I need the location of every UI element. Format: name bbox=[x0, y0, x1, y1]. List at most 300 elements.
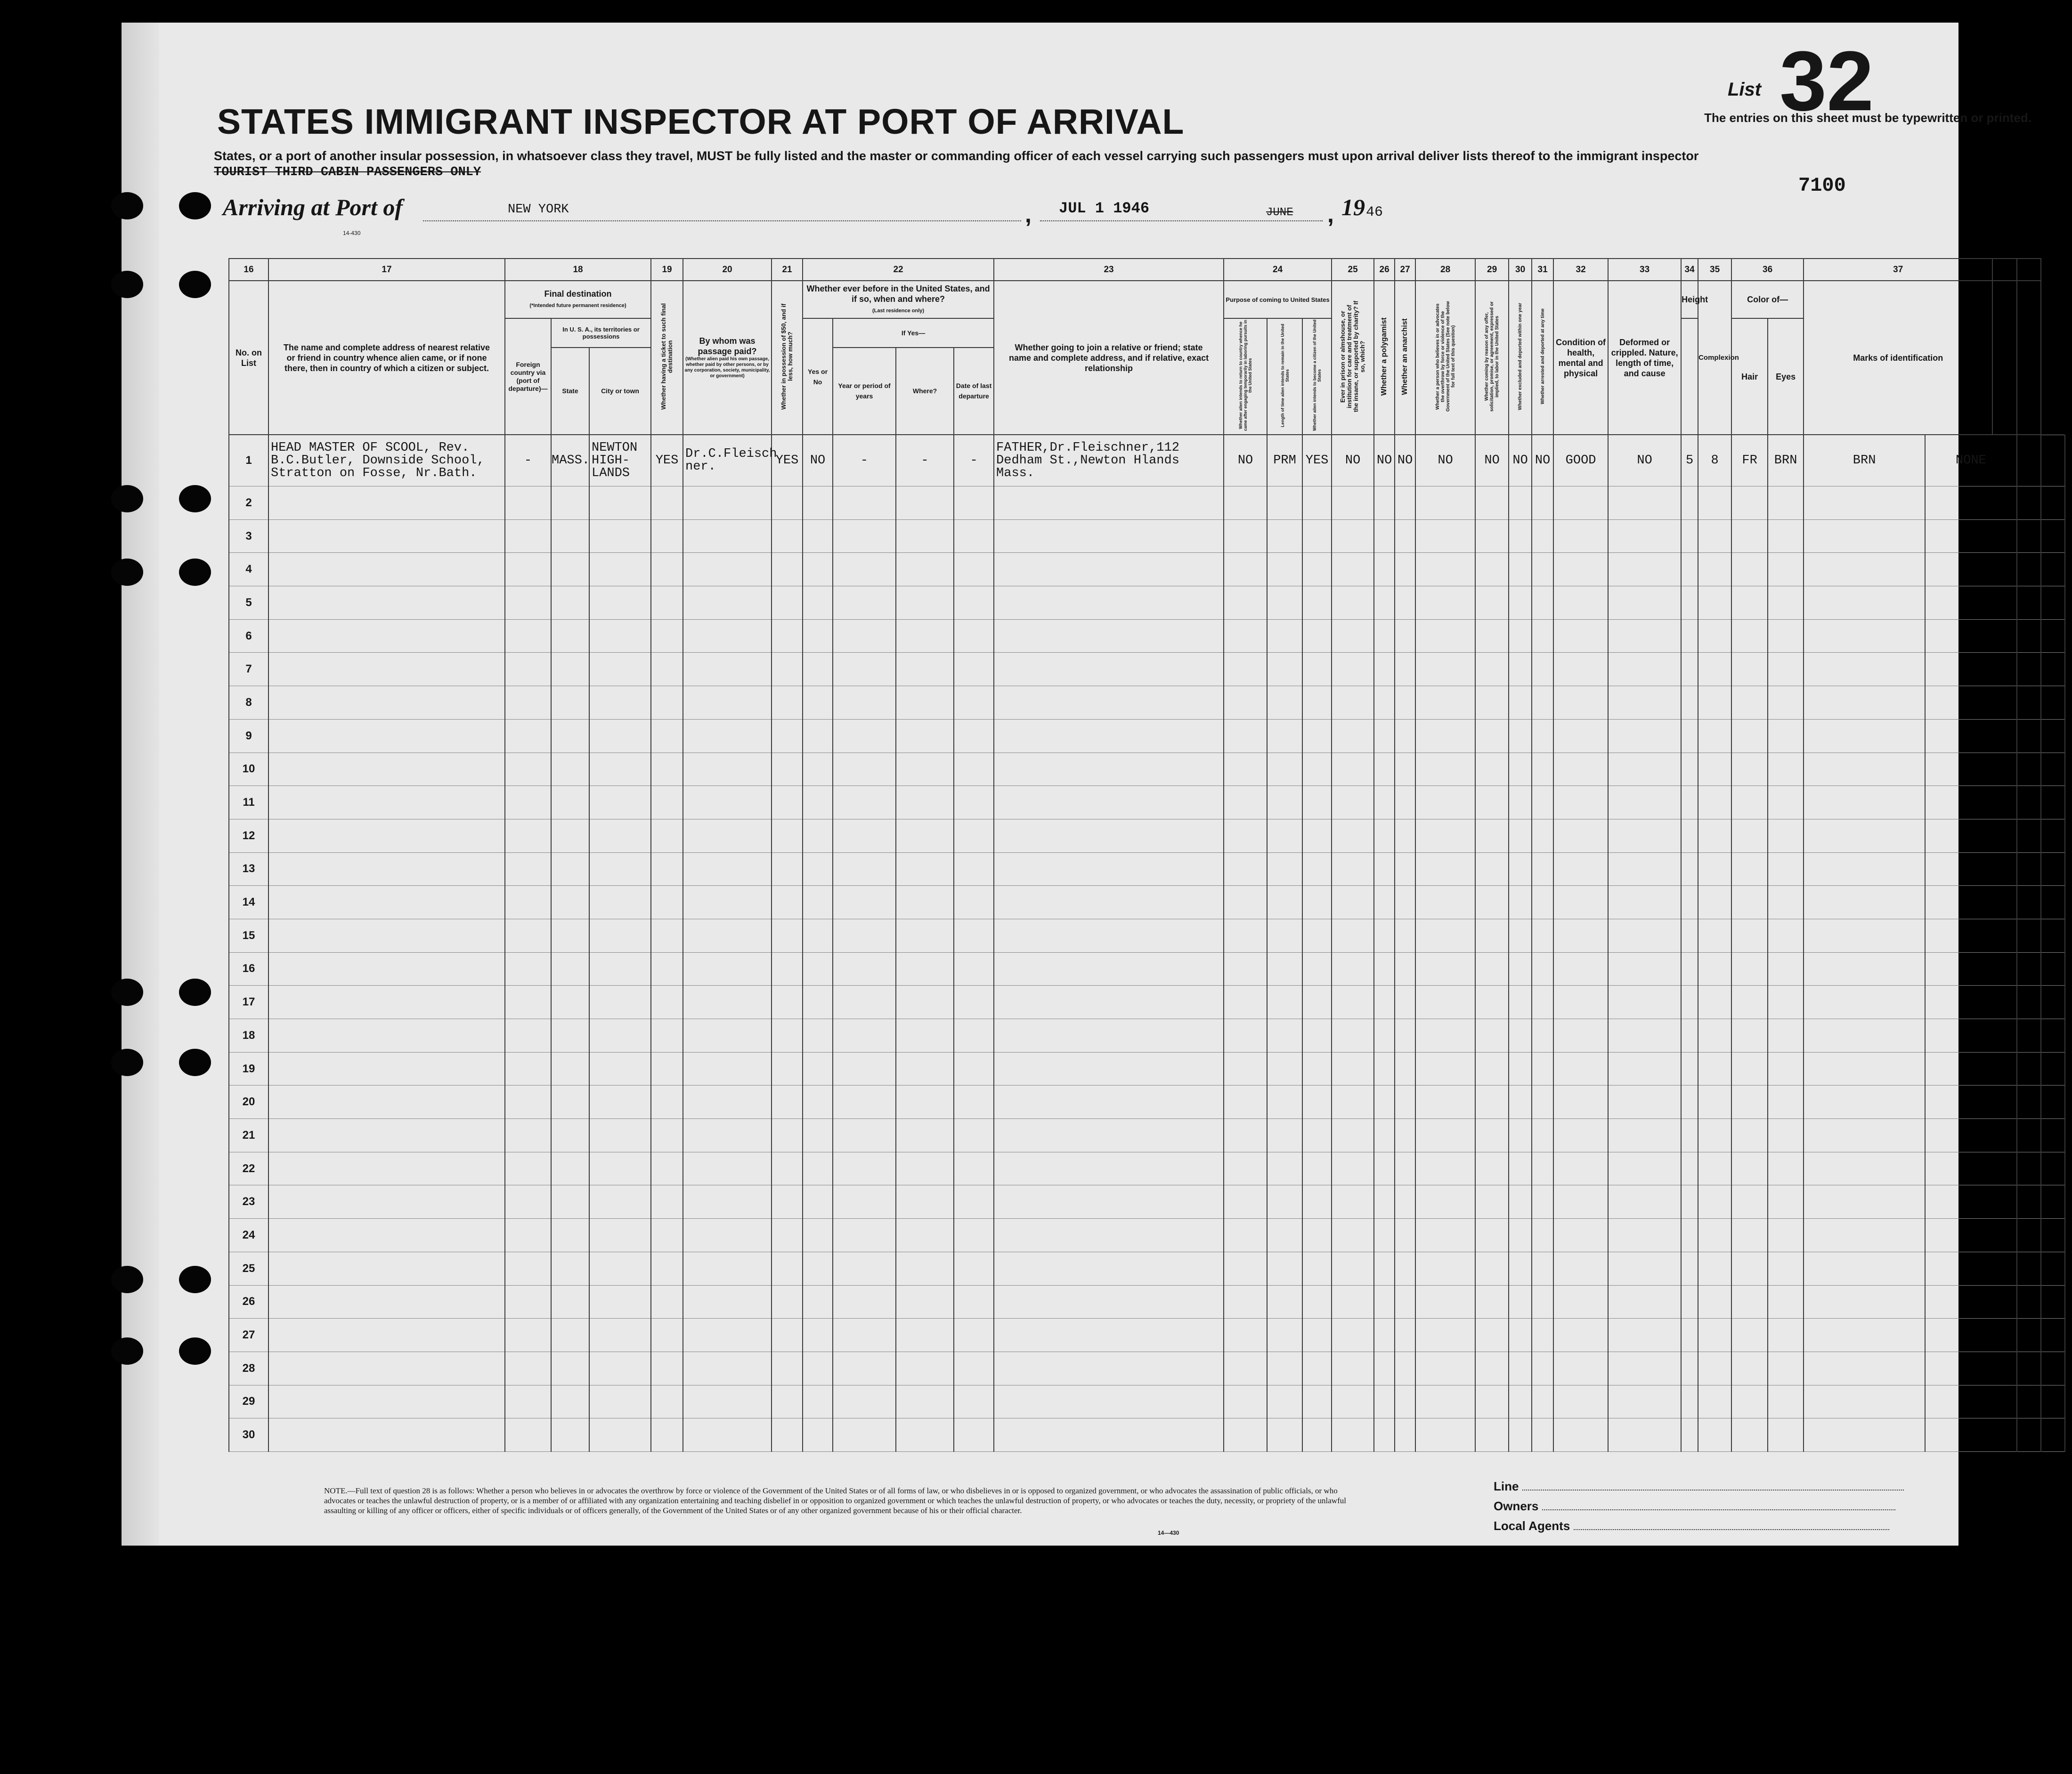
cell-hair bbox=[1768, 1385, 1804, 1418]
page-subtitle: States, or a port of another insular possession, in whatsoever class they travel, MUST be fully listed and the master or commanding officer of each vessel carrying such passengers must upon arrival deliver lists thereof to the immigrant inspector bbox=[214, 149, 1699, 163]
cell-polygamist bbox=[1374, 553, 1395, 586]
cell-citizen bbox=[1302, 919, 1332, 952]
cell-city bbox=[589, 553, 651, 586]
cell-deformed bbox=[1608, 486, 1681, 520]
cell-before bbox=[803, 486, 833, 520]
cell-where bbox=[896, 1252, 954, 1285]
cell-deformed bbox=[1608, 1418, 1681, 1452]
cell-overthrow bbox=[1415, 719, 1475, 753]
cell-relative bbox=[268, 486, 505, 520]
cell-city bbox=[589, 586, 651, 620]
col-num-31: 31 bbox=[1532, 259, 1553, 281]
cell-deformed bbox=[1608, 1085, 1681, 1119]
cell-departure bbox=[954, 753, 994, 786]
cell-years bbox=[833, 753, 896, 786]
year-prefix: 19 bbox=[1341, 194, 1365, 220]
cell-inches bbox=[1698, 1219, 1731, 1252]
cell-relative bbox=[268, 686, 505, 720]
cell-where bbox=[896, 619, 954, 653]
cell-inches bbox=[1698, 852, 1731, 886]
cell-excluded bbox=[1509, 653, 1532, 686]
cell-health bbox=[1553, 686, 1608, 720]
cell-deformed bbox=[1608, 1219, 1681, 1252]
cell-inches bbox=[1698, 686, 1731, 720]
cell-feet bbox=[1681, 1285, 1698, 1319]
cell-polygamist bbox=[1374, 719, 1395, 753]
cell-excluded bbox=[1509, 919, 1532, 952]
cell-polygamist bbox=[1374, 986, 1395, 1019]
cell-deported bbox=[1532, 1252, 1553, 1285]
cell-excluded bbox=[1509, 986, 1532, 1019]
cell-where bbox=[896, 819, 954, 852]
cell-eyes bbox=[1804, 1185, 1925, 1219]
cell-polygamist bbox=[1374, 586, 1395, 620]
cell-complexion bbox=[1731, 786, 1768, 819]
header-polygamist: Whether a polygamist bbox=[1374, 281, 1395, 435]
cell-ticket bbox=[651, 686, 683, 720]
cell-anarchist bbox=[1395, 1085, 1415, 1119]
cell-health bbox=[1553, 1385, 1608, 1418]
row-number: 5 bbox=[229, 586, 268, 620]
cell-overthrow bbox=[1415, 1285, 1475, 1319]
cell-deformed bbox=[1608, 986, 1681, 1019]
cell-city bbox=[589, 1219, 651, 1252]
cell-join bbox=[994, 1119, 1224, 1152]
cell-complexion: FR bbox=[1731, 435, 1768, 486]
page-title: STATES IMMIGRANT INSPECTOR AT PORT OF ARRIVAL bbox=[217, 102, 1185, 141]
cell-polygamist bbox=[1374, 1152, 1395, 1185]
cell-where bbox=[896, 1418, 954, 1452]
cell-join bbox=[994, 819, 1224, 852]
cell-labor bbox=[1475, 519, 1509, 553]
cell-length bbox=[1267, 553, 1302, 586]
cell-citizen bbox=[1302, 753, 1332, 786]
cell-paid-by bbox=[683, 919, 772, 952]
cell-citizen bbox=[1302, 686, 1332, 720]
cell-eyes bbox=[1804, 519, 1925, 553]
header-ticket: Whether having a ticket to such final destination bbox=[651, 281, 683, 435]
cell-departure bbox=[954, 1385, 994, 1418]
cell-where bbox=[896, 1219, 954, 1252]
cell-join bbox=[994, 1052, 1224, 1085]
cell-hair bbox=[1768, 1052, 1804, 1085]
cell-labor bbox=[1475, 1418, 1509, 1452]
cell-join bbox=[994, 1252, 1224, 1285]
line-field: Line bbox=[1494, 1479, 1904, 1494]
cell-years bbox=[833, 653, 896, 686]
month-value: JUNE bbox=[1266, 206, 1293, 219]
cell-anarchist bbox=[1395, 786, 1415, 819]
cell-deformed bbox=[1608, 1052, 1681, 1085]
cell-polygamist bbox=[1374, 852, 1395, 886]
cell-relative bbox=[268, 786, 505, 819]
cell-prison bbox=[1332, 986, 1374, 1019]
cell-state bbox=[551, 886, 589, 919]
punch-hole bbox=[111, 979, 143, 1006]
cell-deformed bbox=[1608, 952, 1681, 986]
cell-prison bbox=[1332, 553, 1374, 586]
cell-polygamist bbox=[1374, 1385, 1395, 1418]
cell-overthrow bbox=[1415, 1319, 1475, 1352]
cell-overthrow bbox=[1415, 1152, 1475, 1185]
cell-inches bbox=[1698, 1285, 1731, 1319]
cell-departure bbox=[954, 819, 994, 852]
cell-eyes bbox=[1804, 1152, 1925, 1185]
cell-complexion bbox=[1731, 1252, 1768, 1285]
cell-years bbox=[833, 1319, 896, 1352]
cell-polygamist bbox=[1374, 952, 1395, 986]
cell-length bbox=[1267, 1252, 1302, 1285]
cell-deformed bbox=[1608, 686, 1681, 720]
cell-ticket bbox=[651, 1219, 683, 1252]
cell-citizen bbox=[1302, 519, 1332, 553]
cell-hair bbox=[1768, 686, 1804, 720]
cell-state bbox=[551, 1385, 589, 1418]
cell-deformed bbox=[1608, 753, 1681, 786]
header-yes-or-no: Yes or No bbox=[803, 318, 833, 435]
cell-departure bbox=[954, 1319, 994, 1352]
cell-before bbox=[803, 852, 833, 886]
cell-years bbox=[833, 886, 896, 919]
cell-foreign-via bbox=[505, 1019, 551, 1053]
cell-anarchist bbox=[1395, 1385, 1415, 1418]
cell-deported bbox=[1532, 1219, 1553, 1252]
cell-eyes bbox=[1804, 1418, 1925, 1452]
cell-hair bbox=[1768, 1019, 1804, 1053]
cell-hair bbox=[1768, 1219, 1804, 1252]
table-row bbox=[229, 519, 2065, 553]
cell-inches bbox=[1698, 1085, 1731, 1119]
cell-labor bbox=[1475, 1019, 1509, 1053]
cell-polygamist bbox=[1374, 753, 1395, 786]
cell-money bbox=[772, 1052, 803, 1085]
cell-marks bbox=[1925, 519, 2016, 553]
cell-where bbox=[896, 952, 954, 986]
cell-years bbox=[833, 1185, 896, 1219]
cell-feet bbox=[1681, 1085, 1698, 1119]
cell-polygamist bbox=[1374, 519, 1395, 553]
cell-deported bbox=[1532, 1085, 1553, 1119]
cell-state bbox=[551, 586, 589, 620]
cell-foreign-via bbox=[505, 952, 551, 986]
table-row bbox=[229, 986, 2065, 1019]
cell-overthrow bbox=[1415, 1418, 1475, 1452]
cell-excluded bbox=[1509, 852, 1532, 886]
cell-years bbox=[833, 819, 896, 852]
cell-health bbox=[1553, 1152, 1608, 1185]
cell-prison bbox=[1332, 519, 1374, 553]
cell-eyes bbox=[1804, 1319, 1925, 1352]
cell-return bbox=[1224, 1152, 1267, 1185]
cell-marks bbox=[1925, 1252, 2016, 1285]
cell-where bbox=[896, 553, 954, 586]
table-row bbox=[229, 1319, 2065, 1352]
cell-ticket bbox=[651, 1418, 683, 1452]
cell-foreign-via bbox=[505, 719, 551, 753]
cell-marks bbox=[1925, 819, 2016, 852]
cell-overthrow: NO bbox=[1415, 435, 1475, 486]
cell-labor bbox=[1475, 786, 1509, 819]
cell-prison bbox=[1332, 1319, 1374, 1352]
cell-relative bbox=[268, 519, 505, 553]
cell-prison bbox=[1332, 719, 1374, 753]
cell-complexion bbox=[1731, 1119, 1768, 1152]
cell-deformed bbox=[1608, 852, 1681, 886]
cell-eyes bbox=[1804, 919, 1925, 952]
cell-health bbox=[1553, 819, 1608, 852]
cell-anarchist bbox=[1395, 1119, 1415, 1152]
cell-before bbox=[803, 1085, 833, 1119]
cell-inches bbox=[1698, 986, 1731, 1019]
cell-deported bbox=[1532, 852, 1553, 886]
cell-return: NO bbox=[1224, 435, 1267, 486]
cell-relative bbox=[268, 1285, 505, 1319]
cell-labor bbox=[1475, 1085, 1509, 1119]
table-row bbox=[229, 1418, 2065, 1452]
cell-return bbox=[1224, 686, 1267, 720]
cell-ticket bbox=[651, 919, 683, 952]
cell-excluded bbox=[1509, 1152, 1532, 1185]
cell-overthrow bbox=[1415, 1085, 1475, 1119]
cell-where bbox=[896, 786, 954, 819]
cell-return bbox=[1224, 1219, 1267, 1252]
cell-citizen bbox=[1302, 653, 1332, 686]
cell-join bbox=[994, 1019, 1224, 1053]
cell-state bbox=[551, 653, 589, 686]
cell-relative bbox=[268, 1219, 505, 1252]
cell-paid-by bbox=[683, 486, 772, 520]
header-where: Where? bbox=[896, 348, 954, 435]
header-final-destination: Final destination (*Intended future permanent residence) bbox=[505, 281, 651, 318]
cell-paid-by bbox=[683, 986, 772, 1019]
cell-paid-by bbox=[683, 952, 772, 986]
row-number: 7 bbox=[229, 653, 268, 686]
cell-hair bbox=[1768, 653, 1804, 686]
cell-where bbox=[896, 1152, 954, 1185]
header-before-in-us: Whether ever before in the United States, and if so, when and where? (Last residence only) bbox=[803, 281, 994, 318]
row-number: 13 bbox=[229, 852, 268, 886]
cell-prison bbox=[1332, 586, 1374, 620]
cell-overthrow bbox=[1415, 1052, 1475, 1085]
cell-join bbox=[994, 1185, 1224, 1219]
cell-money: YES bbox=[772, 435, 803, 486]
row-number: 28 bbox=[229, 1352, 268, 1385]
cell-ticket bbox=[651, 653, 683, 686]
cell-citizen bbox=[1302, 1085, 1332, 1119]
cell-foreign-via bbox=[505, 519, 551, 553]
cell-prison: NO bbox=[1332, 435, 1374, 486]
cell-hair bbox=[1768, 719, 1804, 753]
cell-foreign-via: - bbox=[505, 435, 551, 486]
cell-foreign-via bbox=[505, 753, 551, 786]
cell-complexion bbox=[1731, 1185, 1768, 1219]
cell-anarchist bbox=[1395, 1152, 1415, 1185]
cell-excluded bbox=[1509, 1119, 1532, 1152]
cell-citizen bbox=[1302, 1119, 1332, 1152]
date-line bbox=[1040, 200, 1323, 221]
cell-eyes bbox=[1804, 1252, 1925, 1285]
cell-foreign-via bbox=[505, 919, 551, 952]
cell-before bbox=[803, 986, 833, 1019]
cell-complexion bbox=[1731, 553, 1768, 586]
cell-state bbox=[551, 1352, 589, 1385]
cell-marks bbox=[1925, 786, 2016, 819]
cell-where bbox=[896, 986, 954, 1019]
cell-where bbox=[896, 719, 954, 753]
cell-eyes bbox=[1804, 553, 1925, 586]
cell-paid-by bbox=[683, 686, 772, 720]
cell-years bbox=[833, 1418, 896, 1452]
cell-marks bbox=[1925, 1185, 2016, 1219]
cell-marks bbox=[1925, 1319, 2016, 1352]
cell-length bbox=[1267, 619, 1302, 653]
cell-relative bbox=[268, 553, 505, 586]
cell-money bbox=[772, 1385, 803, 1418]
cell-polygamist bbox=[1374, 486, 1395, 520]
cell-labor bbox=[1475, 619, 1509, 653]
cell-state bbox=[551, 1418, 589, 1452]
cell-paid-by bbox=[683, 1119, 772, 1152]
cell-money bbox=[772, 553, 803, 586]
header-deported: Whether arrested and deported at any time bbox=[1532, 281, 1553, 435]
row-number: 16 bbox=[229, 952, 268, 986]
cell-city bbox=[589, 1119, 651, 1152]
cell-overthrow bbox=[1415, 1385, 1475, 1418]
cell-before bbox=[803, 952, 833, 986]
cell-labor bbox=[1475, 952, 1509, 986]
cell-citizen bbox=[1302, 1352, 1332, 1385]
cell-overthrow bbox=[1415, 553, 1475, 586]
cell-state bbox=[551, 686, 589, 720]
header-excluded: Whether excluded and deported within one year bbox=[1509, 281, 1532, 435]
cell-where bbox=[896, 486, 954, 520]
cell-money bbox=[772, 1252, 803, 1285]
cell-anarchist bbox=[1395, 719, 1415, 753]
cell-eyes bbox=[1804, 986, 1925, 1019]
cell-hair bbox=[1768, 1418, 1804, 1452]
cell-feet bbox=[1681, 619, 1698, 653]
cell-eyes bbox=[1804, 753, 1925, 786]
cell-eyes bbox=[1804, 1385, 1925, 1418]
cell-excluded bbox=[1509, 1185, 1532, 1219]
cell-overthrow bbox=[1415, 753, 1475, 786]
col-num-32: 32 bbox=[1553, 259, 1608, 281]
cell-labor bbox=[1475, 1319, 1509, 1352]
cell-departure bbox=[954, 986, 994, 1019]
cell-deported bbox=[1532, 619, 1553, 653]
col-num-28: 28 bbox=[1415, 259, 1475, 281]
stamp-date: JUL 1 1946 bbox=[1059, 200, 1150, 217]
cell-prison bbox=[1332, 1352, 1374, 1385]
cell-citizen bbox=[1302, 852, 1332, 886]
table-row bbox=[229, 1285, 2065, 1319]
cell-health bbox=[1553, 786, 1608, 819]
cell-labor bbox=[1475, 653, 1509, 686]
cell-polygamist bbox=[1374, 1352, 1395, 1385]
cell-years bbox=[833, 553, 896, 586]
cell-health bbox=[1553, 1019, 1608, 1053]
cell-return bbox=[1224, 852, 1267, 886]
col-num-23: 23 bbox=[994, 259, 1224, 281]
cell-deported bbox=[1532, 986, 1553, 1019]
cell-length bbox=[1267, 1119, 1302, 1152]
col-num-35: 35 bbox=[1698, 259, 1731, 281]
col-num-25: 25 bbox=[1332, 259, 1374, 281]
cell-join bbox=[994, 1418, 1224, 1452]
cell-prison bbox=[1332, 1252, 1374, 1285]
cell-relative bbox=[268, 653, 505, 686]
table-row bbox=[229, 819, 2065, 852]
cell-deported bbox=[1532, 1185, 1553, 1219]
cell-length bbox=[1267, 586, 1302, 620]
row-number: 4 bbox=[229, 553, 268, 586]
cell-length bbox=[1267, 919, 1302, 952]
cell-marks bbox=[1925, 1052, 2016, 1085]
cell-deformed bbox=[1608, 1285, 1681, 1319]
punch-hole bbox=[111, 1266, 143, 1293]
cell-overthrow bbox=[1415, 653, 1475, 686]
cell-inches bbox=[1698, 486, 1731, 520]
cell-years bbox=[833, 1385, 896, 1418]
cell-deformed bbox=[1608, 653, 1681, 686]
cell-polygamist bbox=[1374, 1319, 1395, 1352]
table-row bbox=[229, 1352, 2065, 1385]
cell-inches bbox=[1698, 553, 1731, 586]
cell-length: PRM bbox=[1267, 435, 1302, 486]
cell-ticket bbox=[651, 952, 683, 986]
cell-excluded bbox=[1509, 786, 1532, 819]
cell-prison bbox=[1332, 1152, 1374, 1185]
cell-join bbox=[994, 852, 1224, 886]
cell-return bbox=[1224, 486, 1267, 520]
cell-citizen bbox=[1302, 952, 1332, 986]
row-number: 12 bbox=[229, 819, 268, 852]
cell-excluded bbox=[1509, 819, 1532, 852]
row-number: 3 bbox=[229, 519, 268, 553]
cell-deformed bbox=[1608, 786, 1681, 819]
cell-eyes bbox=[1804, 1219, 1925, 1252]
cell-labor bbox=[1475, 486, 1509, 520]
row-number: 9 bbox=[229, 719, 268, 753]
cell-marks bbox=[1925, 1152, 2016, 1185]
cell-return bbox=[1224, 1052, 1267, 1085]
cell-health bbox=[1553, 519, 1608, 553]
header-join-relative: Whether going to join a relative or friend; state name and complete address, and if relative, exact relationship bbox=[994, 281, 1224, 435]
table-row bbox=[229, 586, 2065, 620]
cell-return bbox=[1224, 919, 1267, 952]
cell-city bbox=[589, 686, 651, 720]
cell-foreign-via bbox=[505, 686, 551, 720]
cell-health bbox=[1553, 1119, 1608, 1152]
cell-deported bbox=[1532, 1319, 1553, 1352]
cell-money bbox=[772, 1352, 803, 1385]
cell-relative bbox=[268, 819, 505, 852]
cell-years bbox=[833, 619, 896, 653]
cell-excluded bbox=[1509, 1019, 1532, 1053]
cell-overthrow bbox=[1415, 886, 1475, 919]
cell-complexion bbox=[1731, 1019, 1768, 1053]
cell-join bbox=[994, 519, 1224, 553]
cell-before bbox=[803, 1019, 833, 1053]
cell-inches bbox=[1698, 1019, 1731, 1053]
cell-departure bbox=[954, 553, 994, 586]
header-foreign-via: Foreign country via (port of departure)— bbox=[505, 318, 551, 435]
cell-departure bbox=[954, 886, 994, 919]
cell-join bbox=[994, 1152, 1224, 1185]
cell-length bbox=[1267, 486, 1302, 520]
cell-eyes bbox=[1804, 1119, 1925, 1152]
cell-overthrow bbox=[1415, 486, 1475, 520]
